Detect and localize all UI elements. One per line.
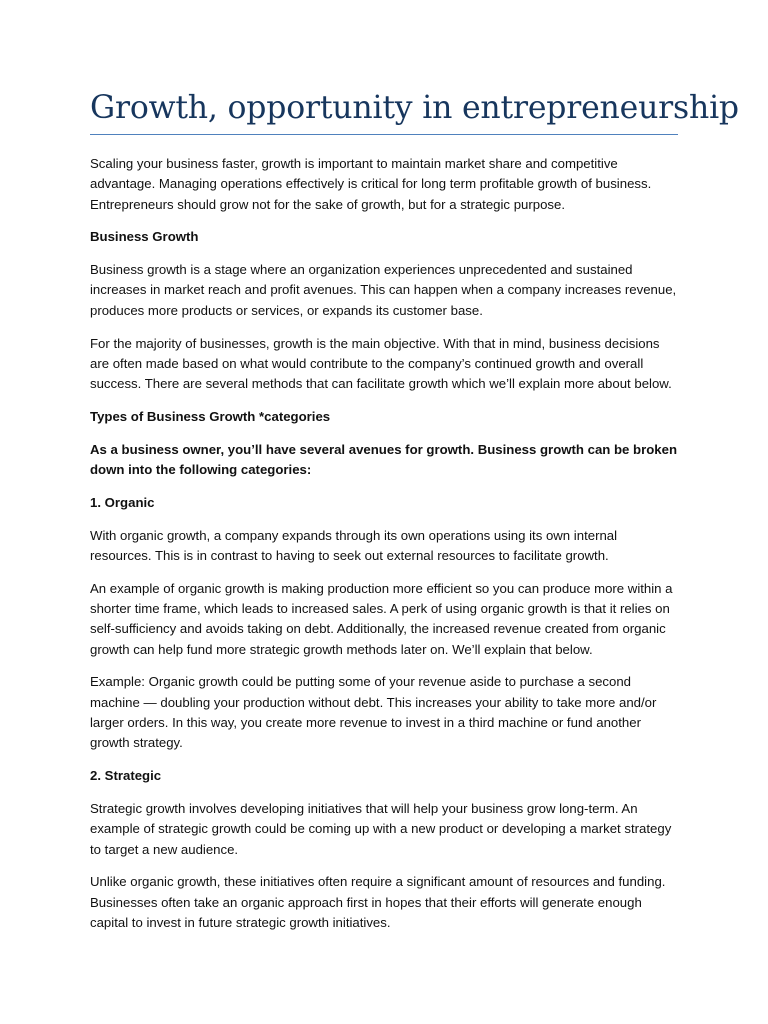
- strategic-definition-paragraph: Strategic growth involves developing initiatives that will help your business grow long-term. An example of strategic growth could be coming up with a new product or developing a market strategy to target a new audience.: [90, 800, 672, 857]
- subheading-organic: 1. Organic: [90, 494, 155, 510]
- organic-definition-paragraph: With organic growth, a company expands through its own operations using its own internal resources. This is in contrast to having to seek out external resources to facilitate growth.: [90, 527, 618, 563]
- organic-example-paragraph: An example of organic growth is making production more efficient so you can produce more within a shorter time frame, which leads to increased sales. A perk of using organic growth is that it relies on self-sufficiency and avoids taking on debt. Additionally, the increased revenue created from organic growth can help fund more strategic growth methods later on. We’ll explain that below.: [90, 580, 673, 657]
- organic-machine-example-paragraph: Example: Organic growth could be putting some of your revenue aside to purchase a second machine — doubling your production without debt. This increases your ability to take more and/or larger orders. In this way, you create more revenue to invest in a third machine or fund another growth strategy.: [90, 674, 657, 751]
- intro-paragraph: Scaling your business faster, growth is important to maintain market share and competitive advantage. Managing operations effectively is critical for long term profitable growth of business. Entrepreneurs should grow not for the sake of growth, but for a strategic purpose.: [90, 156, 652, 212]
- section-heading-business-growth: Business Growth: [90, 229, 199, 245]
- strategic-funding-paragraph: Unlike organic growth, these initiatives often require a significant amount of resources and funding. Businesses often take an organic approach first in hopes that their efforts will generate enough capital to invest in future strategic growth initiatives.: [90, 874, 666, 930]
- business-growth-objective-paragraph: For the majority of businesses, growth is the main objective. With that in mind, business decisions are often made based on what would contribute to the company’s continued growth and overall success. There are several methods that can facilitate growth which we’ll explain more about below.: [90, 335, 672, 392]
- document-page: [90, 88, 739, 946]
- section-heading-types: Types of Business Growth *categories: [90, 408, 331, 424]
- document-title: Growth, opportunity in entrepreneurship: [90, 88, 678, 135]
- subheading-strategic: 2. Strategic: [90, 768, 162, 784]
- business-growth-definition-paragraph: Business growth is a stage where an organization experiences unprecedented and sustained increases in market reach and profit avenues. This can happen when a company increases revenue, produces more products or services, or expands its customer base.: [90, 262, 677, 318]
- types-intro-paragraph: As a business owner, you’ll have several avenues for growth. Business growth can be broken down into the following categories:: [90, 441, 678, 478]
- document-body: [90, 154, 678, 933]
